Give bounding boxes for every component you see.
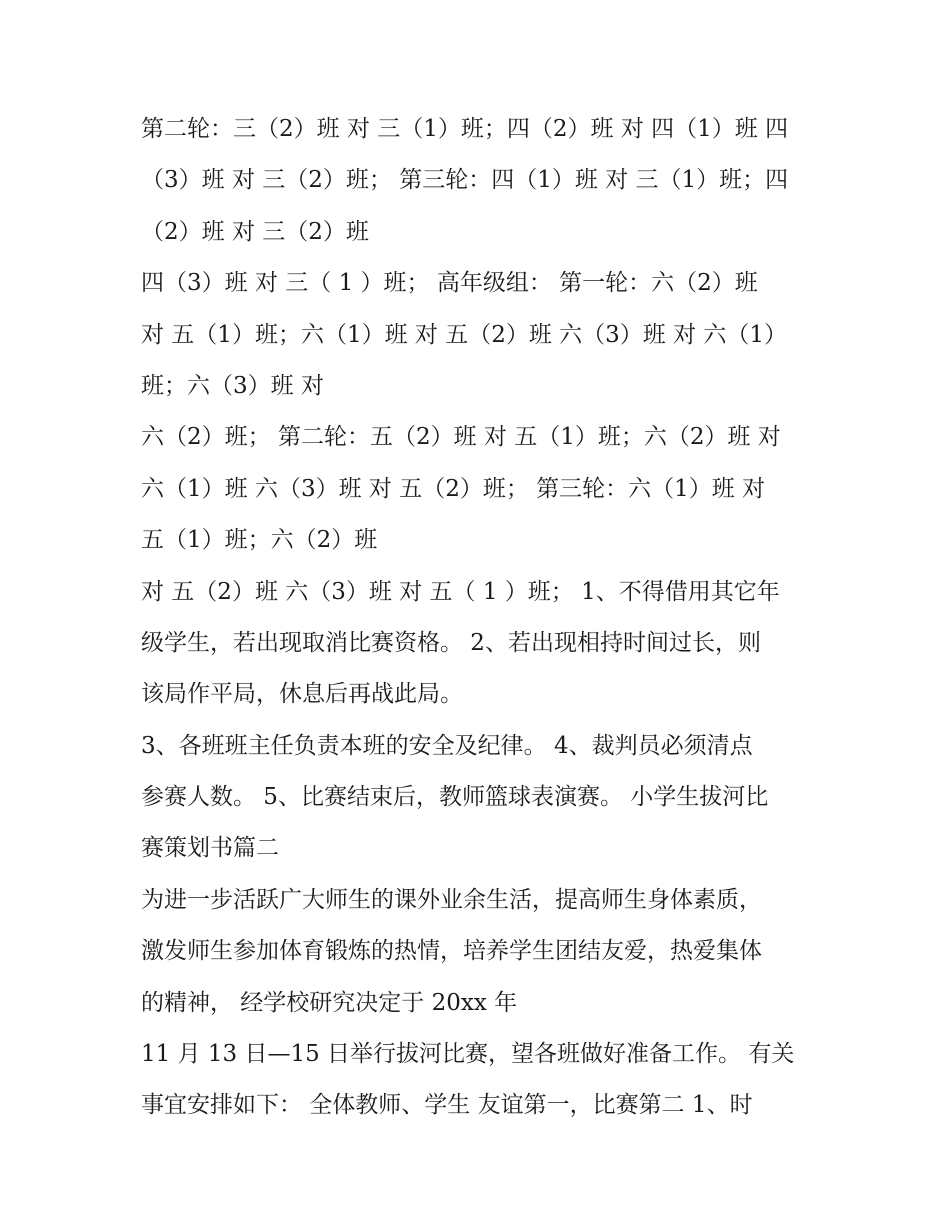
- text-line: 第二轮：三（2）班 对 三（1）班；四（2）班 对 四（1）班 四: [141, 116, 789, 142]
- text-line: 事宜安排如下： 全体教师、学生 友谊第一，比赛第二 1、时: [141, 1092, 753, 1119]
- text-line: 的精神， 经学校研究决定于 20xx 年: [141, 989, 518, 1016]
- document-body: [141, 104, 821, 1132]
- text-line: 对 五（1）班；六（1）班 对 五（2）班 六（3）班 对 六（1）: [141, 321, 788, 348]
- text-line: （2）班 对 三（2）班: [141, 218, 369, 245]
- text-line: 赛策划书篇二: [141, 835, 279, 862]
- text-line: 11 月 13 日—15 日举行拔河比赛，望各班做好准备工作。 有关: [141, 1041, 795, 1068]
- text-line: 3、各班班主任负责本班的安全及纪律。 4、裁判员必须清点: [141, 732, 753, 759]
- text-line: 四（3）班 对 三（ 1 ）班； 高年级组： 第一轮：六（2）班: [141, 270, 758, 297]
- text-line: 六（1）班 六（3）班 对 五（2）班； 第三轮：六（1）班 对: [141, 475, 766, 502]
- text-line: 对 五（2）班 六（3）班 对 五（ 1 ）班； 1、不得借用其它年: [141, 578, 780, 605]
- text-line: 为进一步活跃广大师生的课外业余生活，提高师生身体素质，: [141, 886, 762, 913]
- text-line: 六（2）班； 第二轮：五（2）班 对 五（1）班；六（2）班 对: [141, 424, 781, 451]
- text-line: 参赛人数。 5、比赛结束后，教师篮球表演赛。 小学生拔河比: [141, 784, 769, 811]
- text-line: （3）班 对 三（2）班； 第三轮：四（1）班 对 三（1）班；四: [141, 167, 789, 194]
- text-line: 级学生，若出现取消比赛资格。 2、若出现相持时间过长，则: [141, 629, 761, 656]
- text-line: 班；六（3）班 对: [141, 372, 324, 399]
- text-line: 该局作平局，休息后再战此局。: [141, 681, 463, 708]
- text-line: 激发师生参加体育锻炼的热情，培养学生团结友爱，热爱集体: [141, 938, 762, 965]
- text-line: 五（1）班；六（2）班: [141, 527, 378, 554]
